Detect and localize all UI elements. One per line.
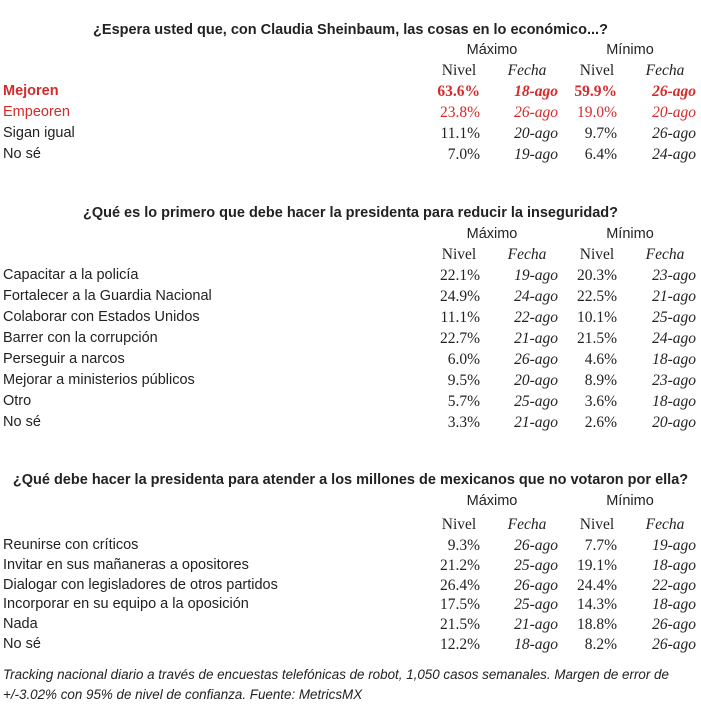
cell-max-nivel: 5.7% [447,393,480,410]
footnote: Tracking nacional diario a través de encuestas telefónicas de robot, 1,050 casos semanales. Margen de error de +/-3.02% con 95% de nivel de confianza. Fuente: MetricsMX [3,667,669,702]
cell-max-nivel: 12.2% [439,636,480,653]
row-label: Otro [3,393,32,409]
col-header-nivel-min: Nivel [579,246,615,263]
row-label: Colaborar con Estados Unidos [3,309,200,325]
cell-min-fecha: 18-ago [652,393,696,410]
cell-max-fecha: 21-ago [514,330,558,347]
cell-min-nivel: 4.6% [584,351,617,368]
group-header-min: Mínimo [606,42,654,58]
cell-min-fecha: 23-ago [652,267,696,284]
cell-min-fecha: 24-ago [652,330,696,347]
row-label: No sé [3,414,41,430]
col-header-nivel-max: Nivel [441,516,477,533]
cell-min-nivel: 8.2% [584,636,617,653]
row-label: Fortalecer a la Guardia Nacional [3,288,212,304]
cell-max-fecha: 26-ago [514,104,558,121]
cell-max-nivel: 26.4% [439,577,480,594]
cell-max-fecha: 26-ago [514,351,558,368]
row-label: Nada [3,616,38,632]
col-header-fecha-max: Fecha [507,62,547,79]
col-header-nivel-min: Nivel [579,516,615,533]
cell-max-fecha: 20-ago [514,372,558,389]
cell-min-fecha: 26-ago [652,125,696,142]
row-label: Capacitar a la policía [3,267,139,283]
cell-max-fecha: 19-ago [514,146,558,163]
question-title: ¿Qué es lo primero que debe hacer la presidenta para reducir la inseguridad? [82,205,619,221]
col-header-nivel-min: Nivel [579,62,615,79]
cell-min-nivel: 9.7% [584,125,617,142]
group-header-max: Máximo [466,226,518,242]
cell-max-nivel: 6.0% [447,351,480,368]
cell-min-fecha: 18-ago [652,557,696,574]
cell-max-nivel: 7.0% [447,146,480,163]
group-header-max: Máximo [466,493,518,509]
cell-min-nivel: 19.1% [576,557,617,574]
cell-min-nivel: 18.8% [576,616,617,633]
cell-min-nivel: 10.1% [576,309,617,326]
col-header-nivel-max: Nivel [441,62,477,79]
cell-min-nivel: 22.5% [576,288,617,305]
cell-min-fecha: 19-ago [652,537,696,554]
row-label: Mejorar a ministerios públicos [3,372,195,388]
row-label: Reunirse con críticos [3,537,139,553]
cell-min-fecha: 25-ago [652,309,696,326]
row-label: No sé [3,636,41,652]
cell-min-fecha: 21-ago [652,288,696,305]
cell-min-nivel: 59.9% [574,83,617,100]
cell-max-fecha: 25-ago [514,596,558,613]
cell-max-nivel: 9.3% [447,537,480,554]
col-header-fecha-min: Fecha [645,246,685,263]
cell-max-nivel: 22.1% [439,267,480,284]
cell-max-nivel: 21.2% [439,557,480,574]
cell-max-fecha: 18-ago [514,636,558,653]
cell-min-fecha: 20-ago [652,414,696,431]
cell-max-nivel: 17.5% [439,596,480,613]
cell-min-nivel: 2.6% [584,414,617,431]
group-header-min: Mínimo [606,493,654,509]
cell-min-fecha: 20-ago [652,104,696,121]
row-label: Dialogar con legisladores de otros partidos [3,577,278,593]
cell-max-fecha: 24-ago [514,288,558,305]
cell-max-nivel: 9.5% [447,372,480,389]
row-label: Mejoren [3,83,59,99]
cell-max-nivel: 3.3% [447,414,480,431]
row-label: Barrer con la corrupción [3,330,158,346]
cell-min-fecha: 26-ago [652,636,696,653]
cell-max-nivel: 11.1% [440,125,480,142]
group-header-max: Máximo [466,42,518,58]
cell-max-fecha: 19-ago [514,267,558,284]
cell-max-nivel: 24.9% [439,288,480,305]
col-header-fecha-min: Fecha [645,516,685,533]
cell-max-fecha: 25-ago [514,557,558,574]
row-label: Perseguir a narcos [3,351,125,367]
cell-min-fecha: 26-ago [652,616,696,633]
col-header-fecha-max: Fecha [507,246,547,263]
cell-min-nivel: 19.0% [576,104,617,121]
cell-max-nivel: 21.5% [439,616,480,633]
cell-min-nivel: 14.3% [576,596,617,613]
cell-min-fecha: 26-ago [652,83,696,100]
cell-max-nivel: 63.6% [437,83,480,100]
cell-max-fecha: 21-ago [514,616,558,633]
cell-min-nivel: 7.7% [584,537,617,554]
col-header-fecha-min: Fecha [645,62,685,79]
cell-max-fecha: 26-ago [514,577,558,594]
cell-min-fecha: 18-ago [652,351,696,368]
cell-max-nivel: 23.8% [439,104,480,121]
cell-min-nivel: 21.5% [576,330,617,347]
question-title: ¿Espera usted que, con Claudia Sheinbaum, las cosas en lo económico...? [93,22,608,38]
cell-min-nivel: 20.3% [576,267,617,284]
cell-min-nivel: 6.4% [584,146,617,163]
cell-max-fecha: 18-ago [514,83,558,100]
group-header-min: Mínimo [606,226,654,242]
cell-max-fecha: 22-ago [514,309,558,326]
cell-min-nivel: 8.9% [584,372,617,389]
cell-min-fecha: 23-ago [652,372,696,389]
cell-max-nivel: 22.7% [439,330,480,347]
row-label: Incorporar en su equipo a la oposición [3,596,249,612]
row-label: No sé [3,146,41,162]
cell-min-fecha: 18-ago [652,596,696,613]
question-title: ¿Qué debe hacer la presidenta para atender a los millones de mexicanos que no votaron por ella? [12,472,689,488]
cell-max-fecha: 20-ago [514,125,558,142]
cell-max-nivel: 11.1% [440,309,480,326]
cell-min-nivel: 24.4% [576,577,617,594]
cell-min-nivel: 3.6% [584,393,617,410]
col-header-fecha-max: Fecha [507,516,547,533]
row-label: Sigan igual [3,125,75,141]
cell-max-fecha: 26-ago [514,537,558,554]
cell-min-fecha: 22-ago [652,577,696,594]
row-label: Invitar en sus mañaneras a opositores [3,557,249,573]
cell-max-fecha: 25-ago [514,393,558,410]
col-header-nivel-max: Nivel [441,246,477,263]
cell-max-fecha: 21-ago [514,414,558,431]
row-label: Empeoren [3,104,70,120]
cell-min-fecha: 24-ago [652,146,696,163]
